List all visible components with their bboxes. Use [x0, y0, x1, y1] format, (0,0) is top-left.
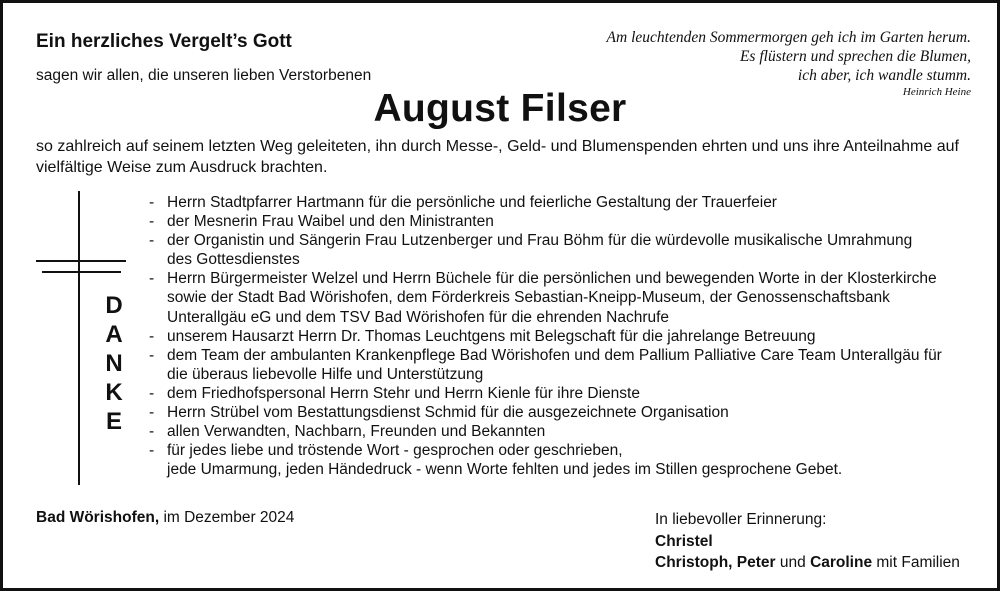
thanks-line: dem Team der ambulanten Krankenpflege Bad Wörishofen und dem Pallium Palliative Care Team Unterallgäu für	[167, 346, 942, 364]
place-date	[36, 509, 294, 527]
signer-christel: Christel	[655, 532, 713, 550]
thanks-line: der Organistin und Sängerin Frau Lutzenberger und Frau Böhm für die würdevolle musikalische Umrahmung	[167, 232, 913, 250]
danke-letter: N	[105, 350, 123, 377]
thanks-line: für jedes liebe und tröstende Wort - gesprochen oder geschrieben,	[167, 442, 623, 460]
deceased-name: August Filser	[373, 87, 627, 130]
thanks-line: Herrn Strübel vom Bestattungsdienst Schmid für die ausgezeichnete Organisation	[167, 404, 729, 422]
poem-line: Am leuchtenden Sommermorgen geh ich im Garten herum.	[606, 29, 971, 46]
intro-text: so zahlreich auf seinem letzten Weg geleiteten, ihn durch Messe-, Geld- und Blumenspenden ehrten und uns ihre Anteilnahme auf vielfältige Weise zum Ausdruck brachten.	[36, 138, 959, 176]
poem-author: Heinrich Heine	[902, 86, 971, 98]
thanks-list-item	[149, 403, 979, 422]
danke-letter: K	[105, 379, 123, 406]
danke-letter: D	[105, 292, 123, 319]
list-dash: -	[149, 213, 155, 231]
signer-caroline: Caroline	[810, 554, 873, 571]
thanks-line: jede Umarmung, jeden Händedruck - wenn Worte fehlten und jedes im Stillen gesprochene Gebet.	[167, 461, 843, 479]
thanks-line: des Gottesdienstes	[167, 251, 300, 269]
list-dash: -	[149, 270, 155, 288]
thanks-list-item	[149, 193, 979, 212]
list-dash: -	[149, 404, 155, 422]
thanks-list-item	[149, 441, 979, 479]
thanks-list-item	[149, 346, 979, 384]
danke-vertical-text	[99, 291, 129, 436]
signer-and: und	[775, 554, 811, 571]
poem-quote	[607, 28, 971, 100]
thanks-line: Herrn Bürgermeister Welzel und Herrn Büchele für die persönlichen und bewegenden Worte in der Klosterkirche	[167, 270, 937, 288]
list-dash: -	[149, 232, 155, 250]
list-dash: -	[149, 327, 155, 345]
danke-letter: A	[105, 321, 123, 348]
thanks-list	[149, 193, 979, 479]
thanks-list-item	[149, 269, 979, 326]
thanks-line: dem Friedhofspersonal Herrn Stehr und Herrn Kienle für ihre Dienste	[167, 384, 640, 402]
thanks-line: sowie der Stadt Bad Wörishofen, dem Förderkreis Sebastian-Kneipp-Museum, der Genossenschaftsbank	[167, 289, 890, 307]
thanks-line: unserem Hausarzt Herrn Dr. Thomas Leuchtgens mit Belegschaft für die jahrelange Betreuung	[167, 327, 816, 345]
place: Bad Wörishofen,	[36, 509, 160, 526]
list-dash: -	[149, 384, 155, 402]
thanks-line: Unterallgäu eG und dem TSV Bad Wörishofen für die ehrenden Nachrufe	[167, 308, 670, 326]
poem-line: ich aber, ich wandle stumm.	[797, 67, 971, 84]
poem-line: Es flüstern und sprechen die Blumen,	[739, 48, 971, 65]
thanks-line: der Mesnerin Frau Waibel und den Ministranten	[167, 213, 494, 231]
list-dash: -	[149, 423, 155, 441]
danke-letter: E	[105, 408, 122, 435]
thanks-list-item	[149, 384, 979, 403]
date: im Dezember 2024	[159, 509, 295, 526]
signer-names: Christoph, Peter	[655, 554, 776, 571]
thanks-subheading: sagen wir allen, die unseren lieben Verstorbenen	[36, 67, 372, 84]
thanks-line: die überaus liebevolle Hilfe und Unterstützung	[167, 365, 484, 383]
list-dash: -	[149, 194, 155, 211]
thanks-list-item	[149, 212, 979, 231]
cross-icon-bar-bottom	[42, 271, 121, 273]
signature-block	[655, 509, 960, 574]
thanks-line: allen Verwandten, Nachbarn, Freunden und Bekannten	[167, 423, 546, 441]
thanks-heading: Ein herzliches Vergelt’s Gott	[36, 31, 292, 52]
cross-icon-vertical	[78, 191, 80, 485]
list-dash: -	[149, 346, 155, 364]
cross-icon-bar-top	[36, 260, 126, 262]
thanks-line: Herrn Stadtpfarrer Hartmann für die persönliche und feierliche Gestaltung der Trauerfeier	[167, 194, 777, 211]
thanks-list-item	[149, 327, 979, 346]
thanks-list-item	[149, 231, 979, 269]
signer-family	[655, 552, 960, 574]
memory-label: In liebevoller Erinnerung:	[655, 511, 827, 528]
list-dash: -	[149, 442, 155, 460]
signer-rest: mit Familien	[872, 554, 960, 571]
thanks-list-item	[149, 422, 979, 441]
